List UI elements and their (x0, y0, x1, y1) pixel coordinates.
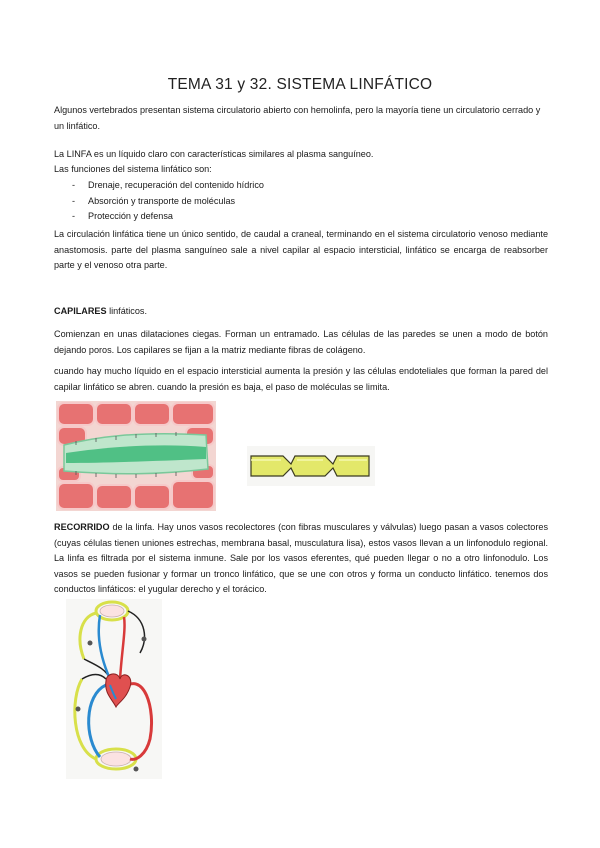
intro-paragraph: Algunos vertebrados presentan sistema circulatorio abierto con hemolinfa, pero la mayoría tiene un circulatorio cerrado y un linfático. (54, 105, 541, 131)
functions-list (54, 178, 264, 225)
list-item: - Protección y defensa (72, 211, 173, 221)
recorrido-paragraph: RECORRIDO de la linfa. Hay unos vasos recolectores (con fibras musculares y válvulas) luego pasan a vasos colectores (cuyas células tienen uniones estrechas, membrana basal, musculatura lisa), estos vasos llevan a un linfonodulo regional. La linfa es filtrada por el sistema inmune. Sale por los vasos eferentes, qué pueden llegar o no a otro linfonodulo. Los vasos se pueden fusionar y formar un tronco linfático, que se une con otros y forma un conducto linfático. tenemos dos conductos linfáticos: el yugular derecho y el torácico. (54, 522, 548, 594)
linfa-definition: La LINFA es un líquido claro con características similares al plasma sanguíneo. (54, 149, 374, 159)
page-title: TEMA 31 y 32. SISTEMA LINFÁTICO (167, 76, 433, 93)
capilares-heading: CAPILARES linfáticos. (54, 306, 147, 316)
list-item: - Absorción y transporte de moléculas (72, 195, 236, 206)
lymph-capillary-figure (56, 401, 216, 511)
lymph-circulation-figure (66, 599, 162, 779)
functions-intro: Las funciones del sistema linfático son: (54, 164, 212, 174)
list-item: - Drenaje, recuperación del contenido hídrico (72, 180, 264, 190)
circulation-paragraph: La circulación linfática tiene un único sentido, de caudal a craneal, terminando en el sistema circulatorio venoso mediante anastomosis. parte del plasma sanguíneo sale a nivel capilar al espacio intersticial, linfático se encarga de reabsorber parte y el venoso otra parte. (54, 229, 548, 270)
collecting-vessel-figure (247, 446, 375, 486)
capilares-paragraph-2: cuando hay mucho líquido en el espacio intersticial aumenta la presión y las células endoteliales que forman la pared del capilar linfático se abren. cuando la presión es baja, el paso de moléculas se limita. (54, 366, 548, 392)
capilares-paragraph-1: Comienzan en unas dilataciones ciegas. Forman un entramado. Las células de las paredes se unen a modo de botón dejando poros. Los capilares se fijan a la matriz mediante fibras de colágeno. (54, 329, 548, 355)
